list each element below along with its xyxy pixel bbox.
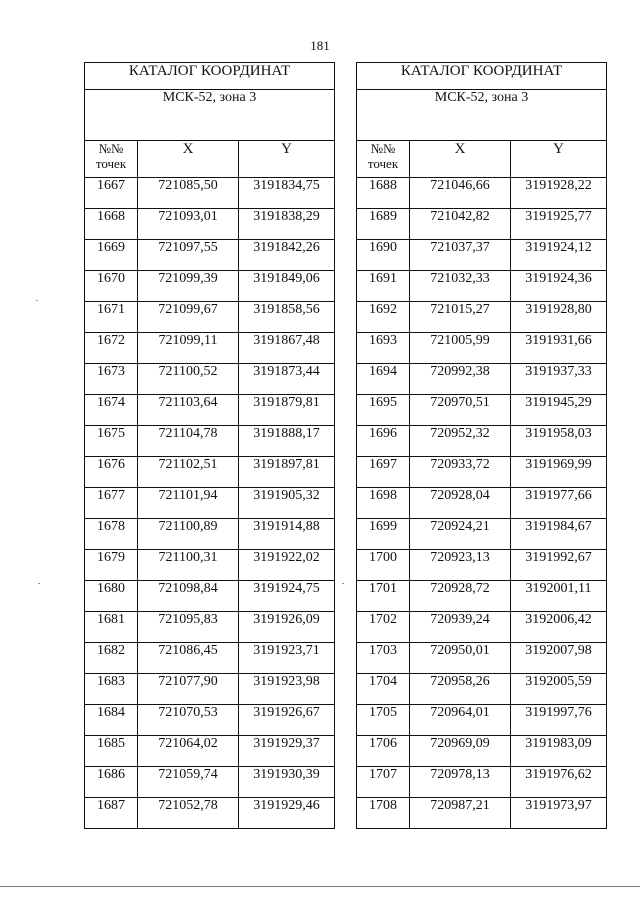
point-number-cell: 1688 xyxy=(357,178,410,209)
x-coordinate-cell: 720952,32 xyxy=(410,426,511,457)
point-number-cell: 1684 xyxy=(85,705,138,736)
table-row xyxy=(357,271,607,302)
table-row xyxy=(357,178,607,209)
table-row xyxy=(85,457,335,488)
table-row xyxy=(357,364,607,395)
y-coordinate-cell: 3191930,39 xyxy=(239,767,335,798)
point-number-cell: 1690 xyxy=(357,240,410,271)
table-row xyxy=(85,302,335,333)
y-coordinate-cell: 3191931,66 xyxy=(511,333,607,364)
y-coordinate-cell: 3191922,02 xyxy=(239,550,335,581)
x-coordinate-cell: 721070,53 xyxy=(138,705,239,736)
x-coordinate-cell: 721052,78 xyxy=(138,798,239,829)
coordinate-system: МСК-52, зона 3 xyxy=(85,90,335,141)
x-coordinate-cell: 720987,21 xyxy=(410,798,511,829)
y-coordinate-cell: 3191928,80 xyxy=(511,302,607,333)
table-row xyxy=(357,550,607,581)
point-number-cell: 1686 xyxy=(85,767,138,798)
y-coordinate-cell: 3191929,46 xyxy=(239,798,335,829)
table-row xyxy=(85,519,335,550)
table-row xyxy=(85,178,335,209)
table-row xyxy=(85,271,335,302)
point-number-cell: 1694 xyxy=(357,364,410,395)
bottom-rule xyxy=(0,886,640,887)
col-x-header: X xyxy=(138,141,239,178)
table-row xyxy=(85,550,335,581)
point-number-cell: 1697 xyxy=(357,457,410,488)
table-body xyxy=(85,178,335,829)
table-row xyxy=(357,705,607,736)
y-coordinate-cell: 3191997,76 xyxy=(511,705,607,736)
y-coordinate-cell: 3192005,59 xyxy=(511,674,607,705)
y-coordinate-cell: 3191937,33 xyxy=(511,364,607,395)
table-row xyxy=(357,581,607,612)
x-coordinate-cell: 720964,01 xyxy=(410,705,511,736)
point-number-cell: 1703 xyxy=(357,643,410,674)
y-coordinate-cell: 3191842,26 xyxy=(239,240,335,271)
point-number-cell: 1683 xyxy=(85,674,138,705)
y-coordinate-cell: 3191977,66 xyxy=(511,488,607,519)
table-row xyxy=(357,612,607,643)
table-row xyxy=(357,426,607,457)
x-coordinate-cell: 721100,89 xyxy=(138,519,239,550)
x-coordinate-cell: 721102,51 xyxy=(138,457,239,488)
table-row xyxy=(85,705,335,736)
x-coordinate-cell: 721042,82 xyxy=(410,209,511,240)
x-coordinate-cell: 721005,99 xyxy=(410,333,511,364)
col-num-line2: точек xyxy=(367,156,399,171)
x-coordinate-cell: 720928,72 xyxy=(410,581,511,612)
y-coordinate-cell: 3191926,67 xyxy=(239,705,335,736)
y-coordinate-cell: 3191905,32 xyxy=(239,488,335,519)
point-number-cell: 1679 xyxy=(85,550,138,581)
point-number-cell: 1672 xyxy=(85,333,138,364)
point-number-cell: 1687 xyxy=(85,798,138,829)
point-number-cell: 1705 xyxy=(357,705,410,736)
y-coordinate-cell: 3191924,75 xyxy=(239,581,335,612)
x-coordinate-cell: 721046,66 xyxy=(410,178,511,209)
margin-mark xyxy=(36,300,38,301)
y-coordinate-cell: 3191849,06 xyxy=(239,271,335,302)
point-number-cell: 1704 xyxy=(357,674,410,705)
col-point-number-header xyxy=(357,141,410,178)
point-number-cell: 1691 xyxy=(357,271,410,302)
point-number-cell: 1677 xyxy=(85,488,138,519)
catalog-title: КАТАЛОГ КООРДИНАТ xyxy=(357,63,607,90)
col-num-line1: №№ xyxy=(98,141,124,156)
y-coordinate-cell: 3191992,67 xyxy=(511,550,607,581)
y-coordinate-cell: 3191914,88 xyxy=(239,519,335,550)
point-number-cell: 1693 xyxy=(357,333,410,364)
y-coordinate-cell: 3191888,17 xyxy=(239,426,335,457)
x-coordinate-cell: 720924,21 xyxy=(410,519,511,550)
y-coordinate-cell: 3191926,09 xyxy=(239,612,335,643)
col-point-number-header xyxy=(85,141,138,178)
table-row xyxy=(85,736,335,767)
table-row xyxy=(357,519,607,550)
table-row xyxy=(357,798,607,829)
y-coordinate-cell: 3191879,81 xyxy=(239,395,335,426)
point-number-cell: 1676 xyxy=(85,457,138,488)
point-number-cell: 1706 xyxy=(357,736,410,767)
x-coordinate-cell: 721064,02 xyxy=(138,736,239,767)
point-number-cell: 1669 xyxy=(85,240,138,271)
point-number-cell: 1678 xyxy=(85,519,138,550)
point-number-cell: 1667 xyxy=(85,178,138,209)
x-coordinate-cell: 721100,31 xyxy=(138,550,239,581)
table-row xyxy=(85,364,335,395)
y-coordinate-cell: 3191873,44 xyxy=(239,364,335,395)
table-row xyxy=(85,333,335,364)
col-x-header: X xyxy=(410,141,511,178)
point-number-cell: 1702 xyxy=(357,612,410,643)
point-number-cell: 1680 xyxy=(85,581,138,612)
x-coordinate-cell: 721032,33 xyxy=(410,271,511,302)
y-coordinate-cell: 3191925,77 xyxy=(511,209,607,240)
table-row xyxy=(357,643,607,674)
x-coordinate-cell: 721085,50 xyxy=(138,178,239,209)
x-coordinate-cell: 720969,09 xyxy=(410,736,511,767)
x-coordinate-cell: 721059,74 xyxy=(138,767,239,798)
x-coordinate-cell: 721098,84 xyxy=(138,581,239,612)
point-number-cell: 1701 xyxy=(357,581,410,612)
y-coordinate-cell: 3191958,03 xyxy=(511,426,607,457)
point-number-cell: 1698 xyxy=(357,488,410,519)
point-number-cell: 1692 xyxy=(357,302,410,333)
y-coordinate-cell: 3191867,48 xyxy=(239,333,335,364)
coordinate-system: МСК-52, зона 3 xyxy=(357,90,607,141)
point-number-cell: 1673 xyxy=(85,364,138,395)
col-y-header: Y xyxy=(239,141,335,178)
coordinate-catalog-right xyxy=(356,62,607,829)
margin-mark xyxy=(342,583,344,584)
x-coordinate-cell: 721095,83 xyxy=(138,612,239,643)
y-coordinate-cell: 3191834,75 xyxy=(239,178,335,209)
table-row xyxy=(85,674,335,705)
table-row xyxy=(357,333,607,364)
point-number-cell: 1675 xyxy=(85,426,138,457)
point-number-cell: 1685 xyxy=(85,736,138,767)
point-number-cell: 1708 xyxy=(357,798,410,829)
table-row xyxy=(85,240,335,271)
x-coordinate-cell: 721104,78 xyxy=(138,426,239,457)
point-number-cell: 1681 xyxy=(85,612,138,643)
x-coordinate-cell: 720923,13 xyxy=(410,550,511,581)
point-number-cell: 1689 xyxy=(357,209,410,240)
y-coordinate-cell: 3191929,37 xyxy=(239,736,335,767)
y-coordinate-cell: 3191924,36 xyxy=(511,271,607,302)
col-y-header: Y xyxy=(511,141,607,178)
point-number-cell: 1700 xyxy=(357,550,410,581)
y-coordinate-cell: 3191923,71 xyxy=(239,643,335,674)
x-coordinate-cell: 721103,64 xyxy=(138,395,239,426)
x-coordinate-cell: 721099,39 xyxy=(138,271,239,302)
table-row xyxy=(85,612,335,643)
point-number-cell: 1668 xyxy=(85,209,138,240)
table-row xyxy=(85,798,335,829)
x-coordinate-cell: 720992,38 xyxy=(410,364,511,395)
y-coordinate-cell: 3192007,98 xyxy=(511,643,607,674)
point-number-cell: 1696 xyxy=(357,426,410,457)
x-coordinate-cell: 721099,67 xyxy=(138,302,239,333)
y-coordinate-cell: 3191983,09 xyxy=(511,736,607,767)
point-number-cell: 1670 xyxy=(85,271,138,302)
table-row xyxy=(357,736,607,767)
y-coordinate-cell: 3191924,12 xyxy=(511,240,607,271)
table-row xyxy=(357,395,607,426)
x-coordinate-cell: 720939,24 xyxy=(410,612,511,643)
y-coordinate-cell: 3191858,56 xyxy=(239,302,335,333)
catalog-title: КАТАЛОГ КООРДИНАТ xyxy=(85,63,335,90)
x-coordinate-cell: 720978,13 xyxy=(410,767,511,798)
y-coordinate-cell: 3191984,67 xyxy=(511,519,607,550)
point-number-cell: 1674 xyxy=(85,395,138,426)
table-row xyxy=(357,767,607,798)
y-coordinate-cell: 3191973,97 xyxy=(511,798,607,829)
table-row xyxy=(357,240,607,271)
y-coordinate-cell: 3191976,62 xyxy=(511,767,607,798)
coordinate-catalog-left xyxy=(84,62,335,829)
x-coordinate-cell: 721097,55 xyxy=(138,240,239,271)
x-coordinate-cell: 720950,01 xyxy=(410,643,511,674)
table-row xyxy=(357,457,607,488)
table-body xyxy=(357,178,607,829)
x-coordinate-cell: 720970,51 xyxy=(410,395,511,426)
y-coordinate-cell: 3191945,29 xyxy=(511,395,607,426)
y-coordinate-cell: 3191969,99 xyxy=(511,457,607,488)
x-coordinate-cell: 721015,27 xyxy=(410,302,511,333)
y-coordinate-cell: 3191928,22 xyxy=(511,178,607,209)
point-number-cell: 1707 xyxy=(357,767,410,798)
x-coordinate-cell: 721086,45 xyxy=(138,643,239,674)
table-row xyxy=(85,581,335,612)
table-row xyxy=(357,209,607,240)
table-row xyxy=(85,643,335,674)
point-number-cell: 1682 xyxy=(85,643,138,674)
table-row xyxy=(357,674,607,705)
point-number-cell: 1695 xyxy=(357,395,410,426)
y-coordinate-cell: 3191897,81 xyxy=(239,457,335,488)
x-coordinate-cell: 721037,37 xyxy=(410,240,511,271)
x-coordinate-cell: 721101,94 xyxy=(138,488,239,519)
y-coordinate-cell: 3192001,11 xyxy=(511,581,607,612)
table-row xyxy=(357,488,607,519)
point-number-cell: 1699 xyxy=(357,519,410,550)
x-coordinate-cell: 721099,11 xyxy=(138,333,239,364)
margin-mark xyxy=(38,583,40,584)
page-number: 181 xyxy=(310,38,330,53)
x-coordinate-cell: 720928,04 xyxy=(410,488,511,519)
y-coordinate-cell: 3191923,98 xyxy=(239,674,335,705)
table-row xyxy=(85,488,335,519)
y-coordinate-cell: 3191838,29 xyxy=(239,209,335,240)
table-row xyxy=(85,426,335,457)
x-coordinate-cell: 721093,01 xyxy=(138,209,239,240)
table-row xyxy=(85,209,335,240)
table-row xyxy=(85,395,335,426)
x-coordinate-cell: 720933,72 xyxy=(410,457,511,488)
x-coordinate-cell: 720958,26 xyxy=(410,674,511,705)
x-coordinate-cell: 721100,52 xyxy=(138,364,239,395)
y-coordinate-cell: 3192006,42 xyxy=(511,612,607,643)
table-row xyxy=(357,302,607,333)
col-num-line1: №№ xyxy=(370,141,396,156)
table-row xyxy=(85,767,335,798)
x-coordinate-cell: 721077,90 xyxy=(138,674,239,705)
point-number-cell: 1671 xyxy=(85,302,138,333)
col-num-line2: точек xyxy=(95,156,127,171)
